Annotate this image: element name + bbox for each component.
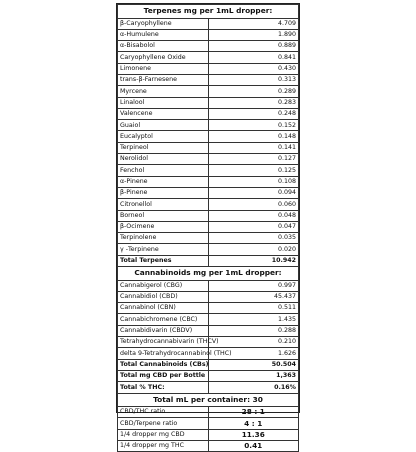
section-header: Cannabinoids mg per 1mL dropper: xyxy=(118,267,299,281)
row-value: 0.020 xyxy=(208,244,299,255)
table-row xyxy=(118,63,299,74)
table-row xyxy=(118,314,299,325)
table-row xyxy=(118,74,299,85)
row-value: 28 : 1 xyxy=(208,407,299,418)
table-row xyxy=(118,418,299,429)
row-label: CBD/Terpene ratio xyxy=(118,418,209,429)
row-label: Cannabigerol (CBG) xyxy=(118,280,209,291)
row-value: 4.709 xyxy=(208,18,299,29)
table-row xyxy=(118,429,299,440)
row-label: α-Bisabolol xyxy=(118,41,209,52)
row-value: 0.094 xyxy=(208,187,299,198)
row-value: 0.047 xyxy=(208,221,299,232)
table-row xyxy=(118,280,299,291)
row-label: Myrcene xyxy=(118,86,209,97)
row-value: 50.504 xyxy=(208,359,299,370)
row-value: 0.430 xyxy=(208,63,299,74)
row-value: 0.141 xyxy=(208,142,299,153)
table-row xyxy=(118,337,299,348)
row-value: 4 : 1 xyxy=(208,418,299,429)
row-value: 0.288 xyxy=(208,325,299,336)
table-row xyxy=(118,210,299,221)
table-row xyxy=(118,29,299,40)
row-value: 1.626 xyxy=(208,348,299,359)
row-label: Terpinolene xyxy=(118,233,209,244)
container-header xyxy=(118,393,299,407)
row-label: Eucalyptol xyxy=(118,131,209,142)
row-label: Linalool xyxy=(118,97,209,108)
row-value: 0.997 xyxy=(208,280,299,291)
row-label: delta 9-Tetrahydrocannabinol (THC) xyxy=(118,348,209,359)
row-value: 0.125 xyxy=(208,165,299,176)
row-label: Fenchol xyxy=(118,165,209,176)
table-row xyxy=(118,199,299,210)
table-row xyxy=(118,52,299,63)
row-value: 0.152 xyxy=(208,120,299,131)
row-label: Total mg CBD per Bottle xyxy=(118,370,209,381)
row-label: Borneol xyxy=(118,210,209,221)
section-header: Total mL per container: 30 xyxy=(118,393,299,407)
row-value: 0.313 xyxy=(208,74,299,85)
table-row xyxy=(118,255,299,266)
row-label: Limonene xyxy=(118,63,209,74)
table-row xyxy=(118,120,299,131)
terpenes-header xyxy=(118,5,299,19)
row-label: β-Ocimene xyxy=(118,221,209,232)
row-label: Nerolidol xyxy=(118,154,209,165)
row-label: Cannabidivarin (CBDV) xyxy=(118,325,209,336)
row-label: 1/4 dropper mg CBD xyxy=(118,429,209,440)
table-row xyxy=(118,187,299,198)
row-value: 0.210 xyxy=(208,337,299,348)
row-value: 0.283 xyxy=(208,97,299,108)
table-row xyxy=(118,325,299,336)
row-value: 0.289 xyxy=(208,86,299,97)
row-label: 1/4 dropper mg THC xyxy=(118,440,209,451)
row-label: γ -Terpinene xyxy=(118,244,209,255)
row-label: CBD/THC ratio xyxy=(118,407,209,418)
label-panel xyxy=(116,3,300,451)
row-value: 1.890 xyxy=(208,29,299,40)
row-label: Total % THC: xyxy=(118,382,209,393)
row-label: trans-β-Farnesene xyxy=(118,74,209,85)
row-label: β-Pinene xyxy=(118,187,209,198)
row-label: α-Pinene xyxy=(118,176,209,187)
table-row xyxy=(118,303,299,314)
table-row xyxy=(118,18,299,29)
row-value: 1,363 xyxy=(208,370,299,381)
row-value: 11.36 xyxy=(208,429,299,440)
row-value: 0.248 xyxy=(208,108,299,119)
table-row xyxy=(118,221,299,232)
info-table xyxy=(117,4,299,452)
row-value: 0.841 xyxy=(208,52,299,63)
row-label: Cannabidiol (CBD) xyxy=(118,291,209,302)
row-label: Tetrahydrocannabivarin (THCV) xyxy=(118,337,209,348)
table-row xyxy=(118,97,299,108)
row-label: Total Terpenes xyxy=(118,255,209,266)
table-row xyxy=(118,348,299,359)
table-row xyxy=(118,407,299,418)
table-row xyxy=(118,382,299,393)
table-row xyxy=(118,291,299,302)
cannabinoids-header xyxy=(118,267,299,281)
table-row xyxy=(118,233,299,244)
row-label: Citronellol xyxy=(118,199,209,210)
row-label: Total Cannabinoids (CBs) xyxy=(118,359,209,370)
table-row xyxy=(118,131,299,142)
table-row xyxy=(118,41,299,52)
row-label: α-Humulene xyxy=(118,29,209,40)
table-row xyxy=(118,154,299,165)
row-value: 0.127 xyxy=(208,154,299,165)
row-value: 0.16% xyxy=(208,382,299,393)
row-value: 0.41 xyxy=(208,440,299,451)
row-label: Caryophyllene Oxide xyxy=(118,52,209,63)
table-row xyxy=(118,176,299,187)
row-label: Cannabinol (CBN) xyxy=(118,303,209,314)
row-value: 1.435 xyxy=(208,314,299,325)
row-value: 0.035 xyxy=(208,233,299,244)
row-label: Guaiol xyxy=(118,120,209,131)
row-value: 0.148 xyxy=(208,131,299,142)
table-row xyxy=(118,108,299,119)
table-row xyxy=(118,440,299,451)
table-row xyxy=(118,359,299,370)
table-row xyxy=(118,86,299,97)
section-header: Terpenes mg per 1mL dropper: xyxy=(118,5,299,19)
row-label: Valencene xyxy=(118,108,209,119)
row-value: 0.060 xyxy=(208,199,299,210)
row-label: β-Caryophyllene xyxy=(118,18,209,29)
table-row xyxy=(118,244,299,255)
row-value: 0.048 xyxy=(208,210,299,221)
table-row xyxy=(118,370,299,381)
table-row xyxy=(118,165,299,176)
row-value: 45.437 xyxy=(208,291,299,302)
row-value: 0.511 xyxy=(208,303,299,314)
row-label: Cannabichromene (CBC) xyxy=(118,314,209,325)
row-value: 0.889 xyxy=(208,41,299,52)
row-value: 10.942 xyxy=(208,255,299,266)
table-body xyxy=(118,5,299,452)
row-value: 0.108 xyxy=(208,176,299,187)
table-row xyxy=(118,142,299,153)
row-label: Terpineol xyxy=(118,142,209,153)
